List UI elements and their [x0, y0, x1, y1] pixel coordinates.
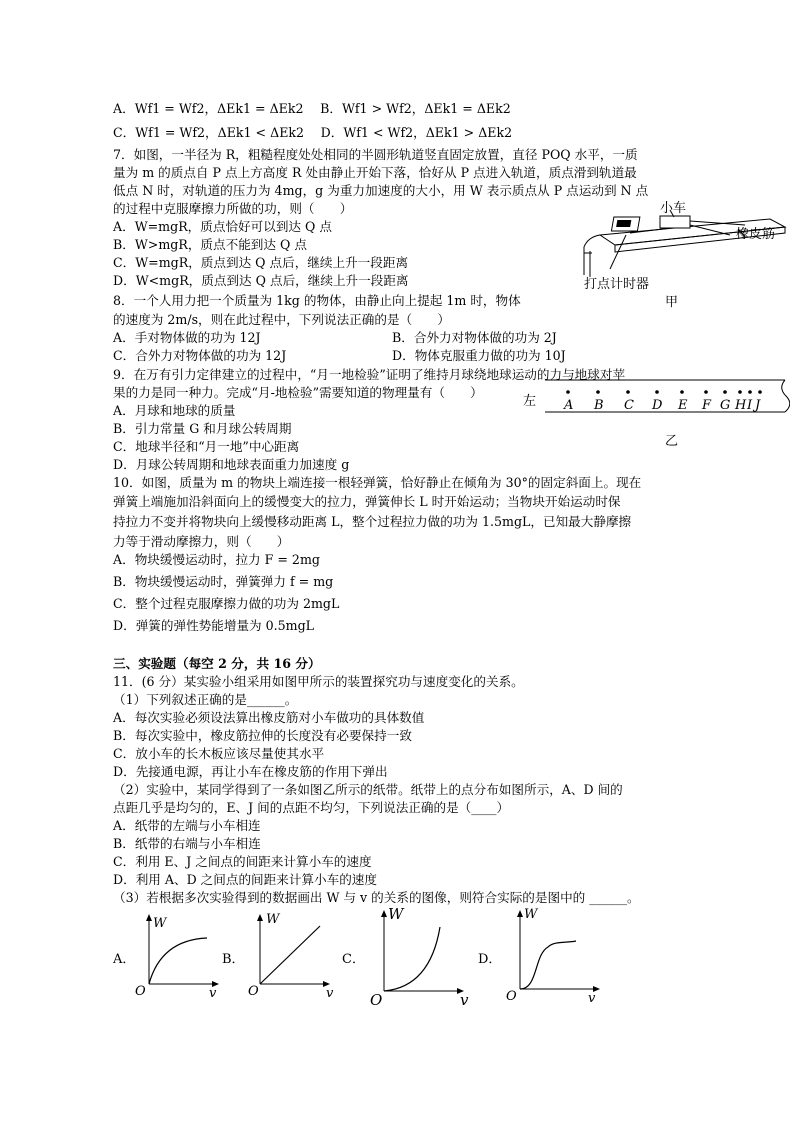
- graph-c-plot: [342, 905, 472, 1010]
- q10-option-d: D．弹簧的弹性势能增量为 0.5mgL: [113, 618, 315, 633]
- q9-option-b: B．引力常量 G 和月球公转周期: [113, 421, 292, 436]
- q9-option-d: D．月球公转周期和地球表面重力加速度 g: [113, 457, 350, 472]
- q8-option-a: A．手对物体做的功为 12J: [113, 330, 261, 345]
- tape-point-f: F: [702, 398, 712, 413]
- graph-a-x-axis-label: v: [209, 986, 217, 1001]
- q10-stem-1: 10．如图，质量为 m 的物块上端连接一根轻弹簧，恰好静止在倾角为 30°的固定斜面上。现在: [113, 475, 642, 490]
- tape-point-a: A: [564, 398, 574, 413]
- tape-dots: [566, 390, 762, 394]
- graph-b-origin-label: O: [248, 984, 259, 999]
- tape-left-label: 左: [523, 394, 537, 409]
- q7-option-b: B．W>mgR，质点不能到达 Q 点: [113, 237, 307, 252]
- graph-d-origin-label: O: [506, 989, 517, 1004]
- q11-part2-stem-2: 点距几乎是均匀的，E、J 间的点距不均匀，下列说法正确的是（____）: [113, 800, 510, 815]
- graph-option-c: [342, 905, 472, 1010]
- tape-point-d: D: [652, 398, 663, 413]
- graph-option-d: [478, 905, 608, 1010]
- q8-stem-1: 8．一个人用力把一个质量为 1kg 的物体，由静止向上提起 1m 时，物体: [113, 293, 521, 308]
- figure-jia-apparatus: [570, 201, 790, 310]
- graph-c-origin-label: O: [370, 991, 383, 1009]
- q11-part1-option-d: D．先接通电源，再让小车在橡皮筋的作用下弹出: [113, 764, 388, 779]
- q10-stem-3: 持拉力不变并将物块向上缓慢移动距离 L，整个过程拉力做的功为 1.5mgL，已知最大静摩擦: [113, 514, 632, 529]
- tape-point-h: H: [735, 398, 747, 413]
- q7-stem-4: 的过程中克服摩擦力所做的功，则（ ）: [113, 201, 353, 216]
- q11-part3-stem: （3）若根据多次实验得到的数据画出 W 与 v 的关系的图像，则符合实际的是图中的 ______。: [113, 890, 640, 905]
- q11-part2-option-a: A．纸带的左端与小车相连: [113, 818, 261, 833]
- q8-option-b: B．合外力对物体做的功为 2J: [392, 330, 557, 345]
- graph-d-option-label: D．: [478, 952, 502, 967]
- graph-c-y-axis-label: W: [388, 905, 404, 923]
- q11-stem: 11．(6 分）某实验小组采用如图甲所示的装置探究功与速度变化的关系。: [113, 674, 524, 689]
- graph-a-origin-label: O: [135, 984, 146, 999]
- graph-b-plot: [222, 912, 337, 1002]
- graph-option-a: [113, 912, 223, 1002]
- q11-part2-stem-1: （2）实验中，某同学得到了一条如图乙所示的纸带。纸带上的点分布如图所示，A、D 间的: [113, 782, 623, 797]
- graph-b-option-label: B．: [222, 952, 245, 967]
- tape-point-i: I: [747, 398, 753, 413]
- graph-a-y-axis-label: W: [153, 916, 167, 931]
- q9-option-a: A．月球和地球的质量: [113, 403, 236, 418]
- q7-stem-3: 低点 N 时，对轨道的压力为 4mg，g 为重力加速度的大小，用 W 表示质点从 P 点运动到 N 点: [113, 183, 649, 198]
- timer-label: 打点计时器: [584, 277, 650, 292]
- tape-point-g: G: [720, 398, 731, 413]
- figure-jia-caption: 甲: [665, 295, 679, 310]
- q8-option-c: C．合外力对物体做的功为 12J: [113, 348, 287, 363]
- q7-option-d: D．W<mgR，质点到达 Q 点后，继续上升一段距离: [113, 273, 409, 288]
- graph-b-y-axis-label: W: [266, 912, 280, 927]
- q11-part1-stem: （1）下列叙述正确的是______。: [113, 692, 298, 707]
- q10-option-a: A．物块缓慢运动时，拉力 F = 2mg: [113, 552, 320, 567]
- graph-c-option-label: C．: [342, 952, 365, 967]
- q6-options-ab: A．Wf1 = Wf2，ΔEk1 = ΔEk2 B．Wf1 > Wf2，ΔEk1 = ΔEk2: [113, 101, 511, 116]
- q6-options-cd: C．Wf1 = Wf2，ΔEk1 < ΔEk2 D．Wf1 < Wf2，ΔEk1 > ΔEk2: [113, 125, 513, 140]
- graph-option-b: [222, 912, 337, 1002]
- graph-a-plot: [113, 912, 223, 1002]
- q10-stem-2: 弹簧上端施加沿斜面向上的缓慢变大的拉力，弹簧伸长 L 时开始运动；当物块开始运动时保: [113, 494, 621, 509]
- figure-yi-caption: 乙: [665, 434, 679, 449]
- q9-option-c: C．地球半径和“月一地”中心距离: [113, 439, 300, 454]
- tape-point-j: J: [755, 398, 761, 413]
- tape-point-e: E: [678, 398, 688, 413]
- tape-point-c: C: [624, 398, 634, 413]
- graph-b-x-axis-label: v: [326, 986, 334, 1001]
- section-title-experiment: 三、实验题（每空 2 分，共 16 分）: [113, 656, 321, 671]
- q9-stem-1: 9．在万有引力定律建立的过程中，“月一地检验”证明了维持月球绕地球运动的力与地球对苹: [113, 367, 626, 382]
- q11-part2-option-c: C．利用 E、J 之间点的间距来计算小车的速度: [113, 854, 372, 869]
- q10-option-c: C．整个过程克服摩擦力做的功为 2mgL: [113, 596, 340, 611]
- q11-part1-option-a: A．每次实验必须设法算出橡皮筋对小车做功的具体数值: [113, 710, 425, 725]
- graph-c-x-axis-label: v: [460, 991, 469, 1009]
- q10-stem-4: 力等于滑动摩擦力，则（ ）: [113, 534, 290, 549]
- rubber-band-label: 橡皮筋: [736, 227, 776, 242]
- graph-d-y-axis-label: W: [524, 907, 538, 922]
- q11-part2-option-b: B．纸带的右端与小车相连: [113, 836, 261, 851]
- q10-option-b: B．物块缓慢运动时，弹簧弹力 f = mg: [113, 574, 334, 589]
- q8-option-d: D．物体克服重力做的功为 10J: [392, 348, 566, 363]
- q9-stem-2: 果的力是同一种力。完成“月-地检验”需要知道的物理量有（ ）: [113, 385, 483, 400]
- q11-part2-option-d: D．利用 A、D 之间点的间距来计算小车的速度: [113, 872, 377, 887]
- q7-stem-1: 7．如图，一半径为 R，粗糙程度处处相同的半圆形轨道竖直固定放置，直径 POQ 水平，一质: [113, 147, 638, 162]
- q7-stem-2: 量为 m 的质点自 P 点上方高度 R 处由静止开始下落，恰好从 P 点进入轨道，质点滑到轨道最: [113, 165, 637, 180]
- graph-d-x-axis-label: v: [588, 991, 596, 1006]
- q11-part1-option-c: C．放小车的长木板应该尽量使其水平: [113, 746, 325, 761]
- q7-option-a: A．W=mgR，质点恰好可以到达 Q 点: [113, 219, 332, 234]
- cart-label: 小车: [660, 201, 687, 216]
- q7-option-c: C．W=mgR，质点到达 Q 点后，继续上升一段距离: [113, 255, 409, 270]
- q11-part1-option-b: B．每次实验中，橡皮筋拉伸的长度没有必要保持一致: [113, 728, 412, 743]
- figure-yi-tape: [520, 370, 790, 450]
- graph-a-option-label: A．: [113, 952, 136, 967]
- tape-point-b: B: [594, 398, 604, 413]
- q8-stem-2: 的速度为 2m/s，则在此过程中，下列说法正确的是（ ）: [113, 312, 450, 327]
